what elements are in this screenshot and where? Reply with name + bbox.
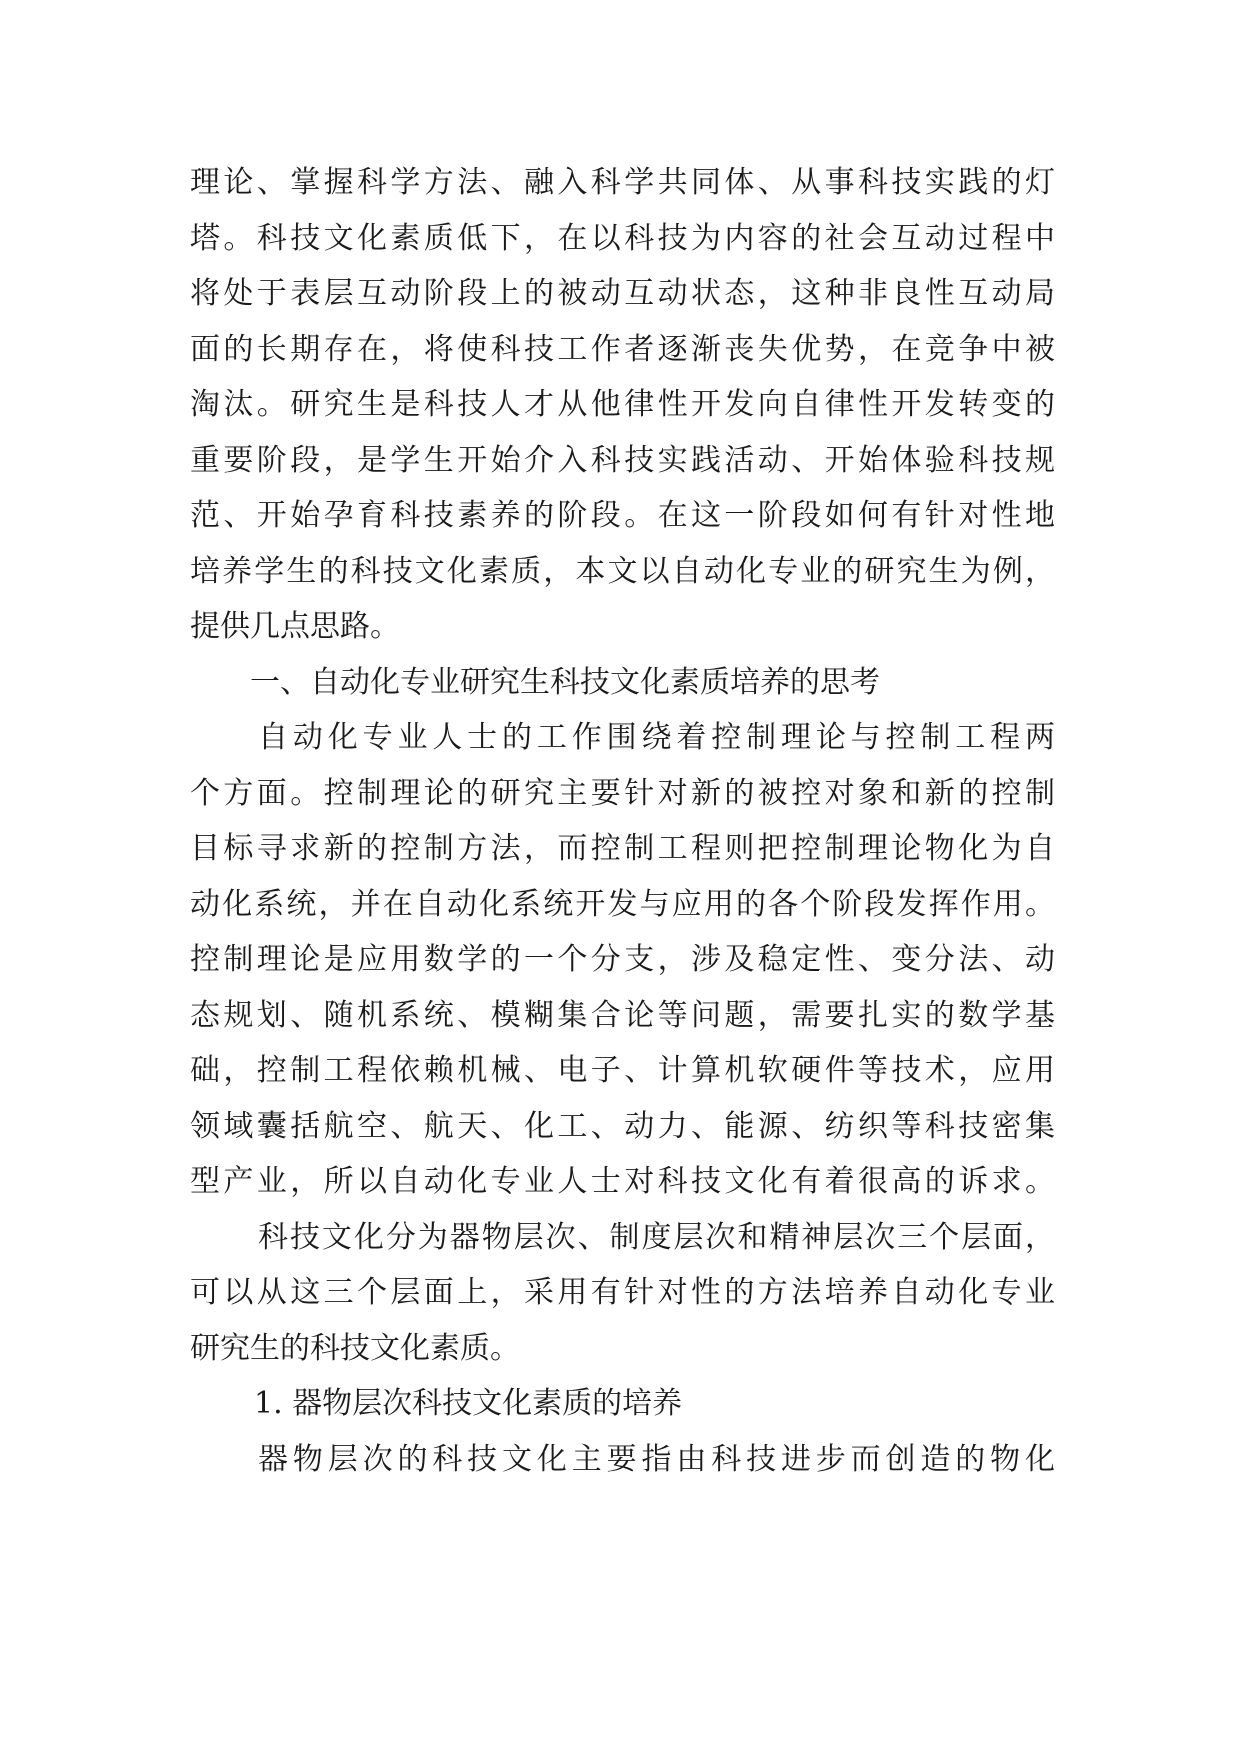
text-line: 范、开始孕育科技素养的阶段。在这一阶段如何有针对性地	[190, 498, 1055, 533]
text-line: 淘汰。研究生是科技人才从他律性开发向自律性开发转变的	[190, 387, 1055, 422]
text-line: 将处于表层互动阶段上的被动互动状态，这种非良性互动局	[190, 276, 1055, 311]
subsection-heading: 1. 器物层次科技文化素质的培养	[254, 1386, 683, 1421]
text-line: 领域囊括航空、航天、化工、动力、能源、纺织等科技密集	[190, 1108, 1055, 1144]
text-line: 个方面。控制理论的研究主要针对新的被控对象和新的控制	[190, 775, 1055, 811]
section-heading: 一、自动化专业研究生科技文化素质培养的思考	[250, 664, 880, 700]
text-line: 态规划、随机系统、模糊集合论等问题，需要扎实的数学基	[190, 997, 1055, 1033]
text-line: 型产业，所以自动化专业人士对科技文化有着很高的诉求。	[190, 1164, 1055, 1199]
text-line: 提供几点思路。	[190, 609, 400, 644]
text-line: 可以从这三个层面上，采用有针对性的方法培养自动化专业	[190, 1275, 1055, 1310]
text-line: 科技文化分为器物层次、制度层次和精神层次三个层面，	[258, 1219, 1055, 1255]
text-line: 础，控制工程依赖机械、电子、计算机软硬件等技术，应用	[190, 1053, 1055, 1088]
text-line: 目标寻求新的控制方法，而控制工程则把控制理论物化为自	[190, 831, 1055, 866]
text-line: 自动化专业人士的工作围绕着控制理论与控制工程两	[258, 720, 1055, 755]
text-line: 重要阶段，是学生开始介入科技实践活动、开始体验科技规	[190, 442, 1055, 478]
text-line: 控制理论是应用数学的一个分支，涉及稳定性、变分法、动	[190, 942, 1055, 977]
text-line: 培养学生的科技文化素质，本文以自动化专业的研究生为例，	[190, 553, 1055, 589]
text-line: 面的长期存在，将使科技工作者逐渐丧失优势，在竞争中被	[190, 331, 1055, 367]
body-text	[190, 155, 1055, 1487]
text-line: 研究生的科技文化素质。	[190, 1330, 520, 1366]
text-line: 塔。科技文化素质低下，在以科技为内容的社会互动过程中	[190, 220, 1055, 256]
text-line: 器物层次的科技文化主要指由科技进步而创造的物化	[258, 1441, 1055, 1477]
text-line: 动化系统，并在自动化系统开发与应用的各个阶段发挥作用。	[190, 886, 1055, 922]
text-line: 理论、掌握科学方法、融入科学共同体、从事科技实践的灯	[190, 165, 1055, 200]
